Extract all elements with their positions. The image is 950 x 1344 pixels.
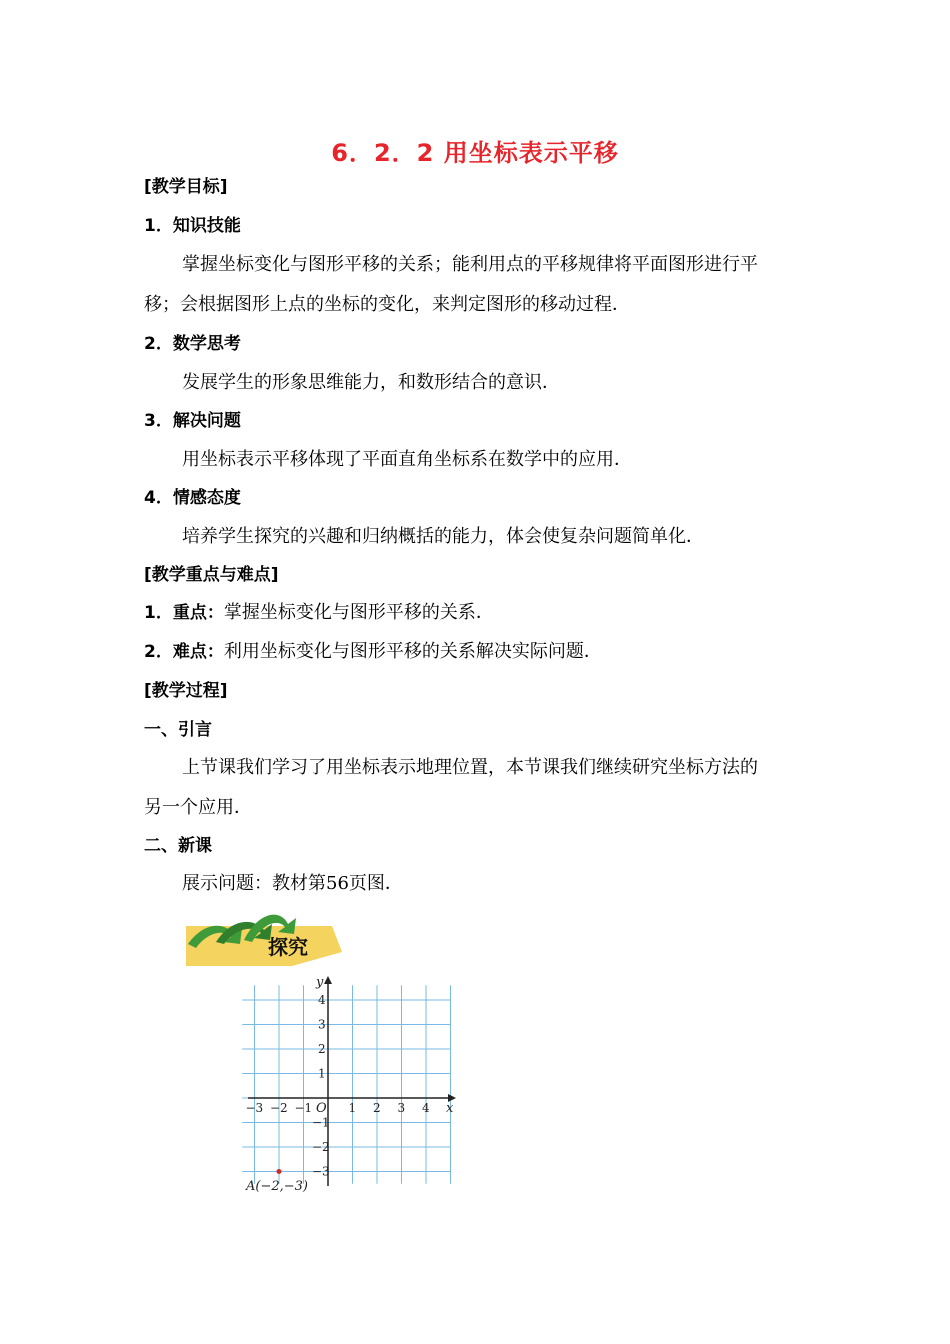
x-tick-label: 2 [373, 1101, 381, 1115]
intro-heading: 一、引言 [144, 720, 212, 740]
point-a-marker [277, 1169, 282, 1174]
y-tick-label: 4 [318, 993, 326, 1007]
key-point-1-text: 掌握坐标变化与图形平移的关系． [223, 602, 494, 623]
intro-text-line1: 上节课我们学习了用坐标表示地理位置，本节课我们继续研究坐标方法的 [182, 757, 758, 778]
objective-2-heading: 2．数学思考 [144, 334, 241, 354]
x-tick-label: 3 [397, 1101, 406, 1115]
y-tick-label: 3 [318, 1017, 326, 1032]
x-tick-label: −3 [245, 1101, 264, 1115]
key-point-2-text: 利用坐标变化与图形平移的关系解决实际问题． [223, 641, 602, 662]
key-point-1-label: 1．重点： [144, 603, 224, 623]
objective-1-text-line2: 移；会根据图形上点的坐标的变化，来判定图形的移动过程． [144, 294, 630, 315]
tick-labels [246, 993, 431, 1179]
key-point-2 [144, 639, 602, 665]
origin-label: O [316, 1101, 327, 1116]
explore-banner [186, 915, 342, 966]
y-axis-label: y [316, 975, 324, 990]
objective-3-heading: 3．解决问题 [144, 411, 241, 431]
objectives-heading: [教学目标] [144, 177, 228, 197]
key-point-1 [144, 600, 494, 626]
objective-1-text-line1: 掌握坐标变化与图形平移的关系；能利用点的平移规律将平面图形进行平 [182, 254, 758, 275]
y-tick-label: −1 [312, 1115, 330, 1130]
key-points-heading: [教学重点与难点] [144, 565, 279, 585]
page-title: 6．2．2 用坐标表示平移 [331, 139, 619, 167]
objective-4-text: 培养学生探究的兴趣和归纳概括的能力，体会使复杂问题简单化． [182, 526, 704, 547]
y-tick-label: 1 [318, 1066, 326, 1081]
objective-2-text: 发展学生的形象思维能力，和数形结合的意识． [182, 372, 560, 393]
process-heading: [教学过程] [144, 681, 228, 701]
y-tick-label: −2 [312, 1140, 330, 1154]
objective-4-heading: 4．情感态度 [144, 488, 241, 508]
grid [242, 985, 450, 1183]
banner-label: 探究 [268, 935, 308, 959]
intro-text-line2: 另一个应用． [144, 797, 252, 818]
x-tick-label: 1 [348, 1101, 357, 1115]
x-tick-label: −2 [270, 1101, 288, 1115]
x-axis-label: x [446, 1101, 454, 1116]
coordinate-figure [182, 906, 472, 1198]
new-lesson-text: 展示问题：教材第56页图． [182, 873, 403, 894]
point-a-label: A(−2,−3) [246, 1179, 308, 1194]
objective-3-text: 用坐标表示平移体现了平面直角坐标系在数学中的应用． [182, 449, 632, 470]
y-tick-label: 2 [318, 1042, 326, 1056]
key-point-2-label: 2．难点： [144, 642, 224, 662]
y-tick-label: −3 [312, 1164, 330, 1179]
objective-1-heading: 1．知识技能 [144, 216, 241, 236]
new-lesson-heading: 二、新课 [144, 836, 212, 856]
x-tick-label: −1 [294, 1101, 313, 1115]
x-tick-label: 4 [422, 1101, 430, 1115]
